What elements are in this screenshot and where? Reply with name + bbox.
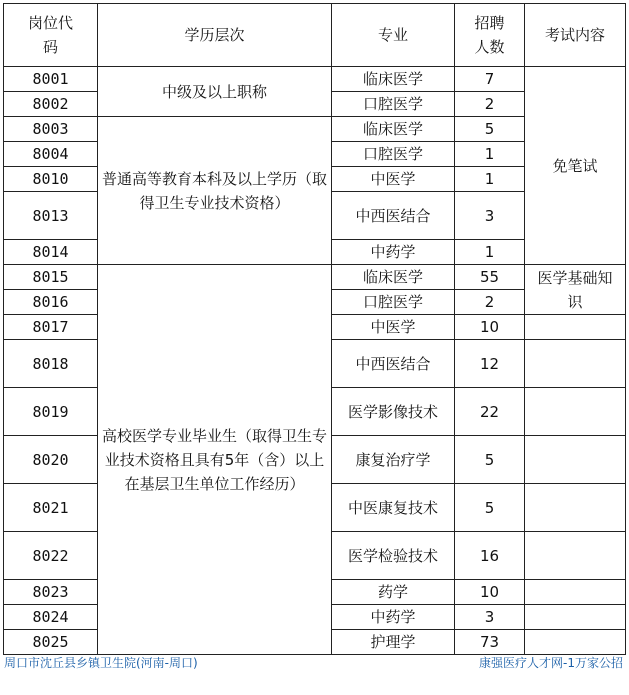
header-count: 招聘人数	[455, 4, 525, 67]
major-cell: 医学检验技术	[332, 532, 455, 580]
headcount-cell: 5	[455, 484, 525, 532]
recruitment-table	[3, 3, 626, 655]
headcount-cell: 2	[455, 290, 525, 315]
major-cell: 医学影像技术	[332, 388, 455, 436]
position-code: 8004	[4, 142, 98, 167]
major-cell: 口腔医学	[332, 142, 455, 167]
headcount-cell: 55	[455, 265, 525, 290]
position-code: 8002	[4, 92, 98, 117]
position-code: 8014	[4, 240, 98, 265]
position-code: 8013	[4, 192, 98, 240]
major-cell: 中西医结合	[332, 340, 455, 388]
major-cell: 康复治疗学	[332, 436, 455, 484]
major-cell: 药学	[332, 580, 455, 605]
header-code: 岗位代码	[4, 4, 98, 67]
headcount-cell: 16	[455, 532, 525, 580]
exam-content-empty	[525, 388, 626, 436]
education-level: 中级及以上职称	[98, 67, 332, 117]
headcount-cell: 5	[455, 117, 525, 142]
table-row	[4, 67, 626, 92]
education-level: 普通高等教育本科及以上学历（取得卫生专业技术资格）	[98, 117, 332, 265]
major-cell: 中医康复技术	[332, 484, 455, 532]
headcount-cell: 1	[455, 142, 525, 167]
position-code: 8020	[4, 436, 98, 484]
major-cell: 临床医学	[332, 67, 455, 92]
education-level: 高校医学专业毕业生（取得卫生专业技术资格且具有5年（含）以上在基层卫生单位工作经历）	[98, 265, 332, 655]
headcount-cell: 22	[455, 388, 525, 436]
exam-content-empty	[525, 484, 626, 532]
exam-content: 免笔试	[525, 67, 626, 265]
major-cell: 中药学	[332, 605, 455, 630]
exam-content-empty	[525, 605, 626, 630]
headcount-cell: 1	[455, 240, 525, 265]
exam-content-empty	[525, 436, 626, 484]
site-watermark-link[interactable]: 康强医疗人才网-1万家公招	[479, 656, 623, 670]
headcount-cell: 10	[455, 315, 525, 340]
position-code: 8024	[4, 605, 98, 630]
source-employer-link[interactable]: 周口市沈丘县乡镇卫生院(河南-周口)	[4, 656, 198, 670]
exam-content-empty	[525, 532, 626, 580]
headcount-cell: 2	[455, 92, 525, 117]
position-code: 8025	[4, 630, 98, 655]
major-cell: 中药学	[332, 240, 455, 265]
exam-content-empty	[525, 340, 626, 388]
exam-content-empty	[525, 315, 626, 340]
headcount-cell: 1	[455, 167, 525, 192]
major-cell: 临床医学	[332, 265, 455, 290]
headcount-cell: 3	[455, 192, 525, 240]
header-row	[4, 4, 626, 67]
headcount-cell: 3	[455, 605, 525, 630]
position-code: 8019	[4, 388, 98, 436]
headcount-cell: 12	[455, 340, 525, 388]
headcount-cell: 10	[455, 580, 525, 605]
exam-content: 医学基础知识	[525, 265, 626, 315]
headcount-cell: 5	[455, 436, 525, 484]
position-code: 8023	[4, 580, 98, 605]
position-code: 8010	[4, 167, 98, 192]
major-cell: 临床医学	[332, 117, 455, 142]
major-cell: 口腔医学	[332, 92, 455, 117]
position-code: 8016	[4, 290, 98, 315]
major-cell: 护理学	[332, 630, 455, 655]
table-row	[4, 265, 626, 290]
major-cell: 口腔医学	[332, 290, 455, 315]
header-exam: 考试内容	[525, 4, 626, 67]
position-code: 8017	[4, 315, 98, 340]
major-cell: 中医学	[332, 315, 455, 340]
position-code: 8015	[4, 265, 98, 290]
position-code: 8001	[4, 67, 98, 92]
position-code: 8018	[4, 340, 98, 388]
position-code: 8003	[4, 117, 98, 142]
exam-content-empty	[525, 580, 626, 605]
major-cell: 中医学	[332, 167, 455, 192]
header-level: 学历层次	[98, 4, 332, 67]
major-cell: 中西医结合	[332, 192, 455, 240]
position-code: 8021	[4, 484, 98, 532]
header-major: 专业	[332, 4, 455, 67]
position-code: 8022	[4, 532, 98, 580]
headcount-cell: 73	[455, 630, 525, 655]
headcount-cell: 7	[455, 67, 525, 92]
footer-bar	[0, 651, 629, 673]
